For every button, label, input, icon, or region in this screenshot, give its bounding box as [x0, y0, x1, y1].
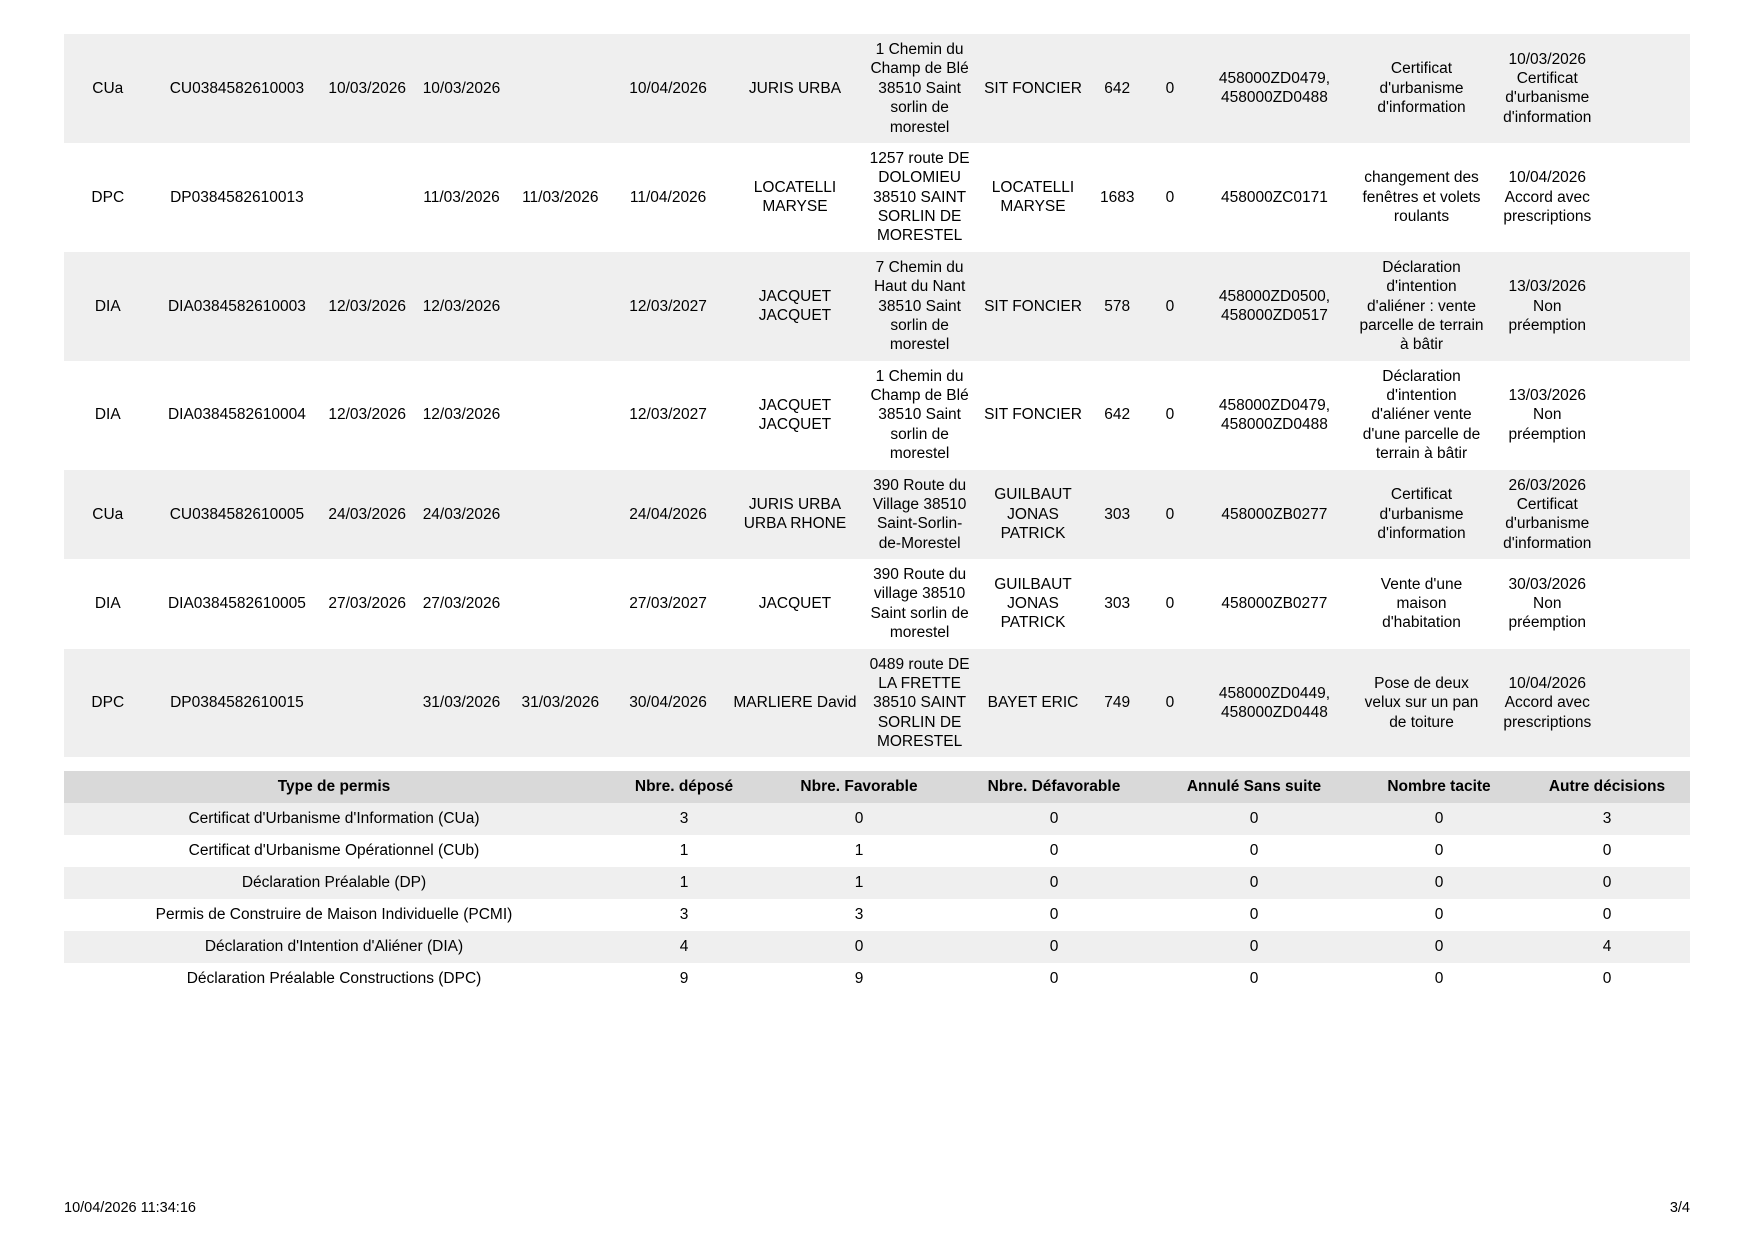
cell-demandeur: JURIS URBA [726, 34, 863, 143]
summary-row [64, 963, 1690, 995]
summary-defavorable: 0 [954, 963, 1154, 995]
cell-adresse: 1 Chemin du Champ de Blé 38510 Saint sorlin de morestel [863, 34, 975, 143]
cell-surface: 749 [1090, 649, 1144, 758]
cell-numero: DIA0384582610003 [152, 252, 323, 361]
cell-date1: 12/03/2026 [322, 252, 412, 361]
cell-nb: 0 [1144, 252, 1196, 361]
cell-adresse: 1 Chemin du Champ de Blé 38510 Saint sorlin de morestel [863, 361, 975, 470]
summary-label: Déclaration Préalable (DP) [64, 867, 604, 899]
cell-date1: 27/03/2026 [322, 559, 412, 649]
summary-col-type: Type de permis [64, 771, 604, 803]
summary-defavorable: 0 [954, 835, 1154, 867]
summary-tacite: 0 [1354, 899, 1524, 931]
cell-date2: 24/03/2026 [412, 470, 511, 560]
cell-extra-2 [1647, 143, 1690, 252]
cell-date3 [511, 361, 610, 470]
summary-annule: 0 [1154, 963, 1354, 995]
summary-col-autre: Autre décisions [1524, 771, 1690, 803]
cell-decision: 13/03/2026 Non préemption [1490, 361, 1605, 470]
cell-type: CUa [64, 34, 152, 143]
summary-autre: 3 [1524, 803, 1690, 835]
cell-decision: 30/03/2026 Non préemption [1490, 559, 1605, 649]
cell-surface: 303 [1090, 559, 1144, 649]
cell-numero: DIA0384582610005 [152, 559, 323, 649]
cell-nb: 0 [1144, 143, 1196, 252]
summary-header-row [64, 771, 1690, 803]
cell-date3 [511, 34, 610, 143]
summary-annule: 0 [1154, 931, 1354, 963]
cell-extra-2 [1647, 252, 1690, 361]
summary-defavorable: 0 [954, 931, 1154, 963]
cell-date3 [511, 559, 610, 649]
permits-records-table [64, 34, 1690, 757]
summary-depose: 3 [604, 803, 764, 835]
summary-depose: 3 [604, 899, 764, 931]
summary-tacite: 0 [1354, 867, 1524, 899]
summary-label: Certificat d'Urbanisme d'Information (CUa) [64, 803, 604, 835]
cell-nb: 0 [1144, 559, 1196, 649]
cell-adresse: 390 Route du Village 38510 Saint-Sorlin-de-Morestel [863, 470, 975, 560]
cell-numero: DIA0384582610004 [152, 361, 323, 470]
cell-type: DPC [64, 143, 152, 252]
cell-objet: Certificat d'urbanisme d'information [1353, 34, 1490, 143]
summary-col-annule: Annulé Sans suite [1154, 771, 1354, 803]
cell-date1: 10/03/2026 [322, 34, 412, 143]
cell-date2: 11/03/2026 [412, 143, 511, 252]
summary-defavorable: 0 [954, 803, 1154, 835]
cell-type: DPC [64, 649, 152, 758]
cell-adresse: 1257 route DE DOLOMIEU 38510 SAINT SORLIN DE MORESTEL [863, 143, 975, 252]
cell-decision: 26/03/2026 Certificat d'urbanisme d'information [1490, 470, 1605, 560]
cell-decision: 10/03/2026 Certificat d'urbanisme d'information [1490, 34, 1605, 143]
cell-adresse: 0489 route DE LA FRETTE 38510 SAINT SORLIN DE MORESTEL [863, 649, 975, 758]
cell-date3: 31/03/2026 [511, 649, 610, 758]
cell-date1 [322, 649, 412, 758]
cell-parcelles: 458000ZC0171 [1196, 143, 1353, 252]
summary-autre: 0 [1524, 963, 1690, 995]
cell-proprietaire: GUILBAUT JONAS PATRICK [976, 559, 1091, 649]
cell-type: DIA [64, 252, 152, 361]
cell-date2: 12/03/2026 [412, 361, 511, 470]
records-body [64, 34, 1690, 757]
summary-favorable: 0 [764, 931, 954, 963]
cell-date2: 31/03/2026 [412, 649, 511, 758]
summary-header [64, 771, 1690, 803]
cell-objet: Certificat d'urbanisme d'information [1353, 470, 1490, 560]
cell-proprietaire: SIT FONCIER [976, 252, 1091, 361]
cell-extra-2 [1647, 559, 1690, 649]
summary-defavorable: 0 [954, 867, 1154, 899]
cell-date2: 12/03/2026 [412, 252, 511, 361]
cell-proprietaire: SIT FONCIER [976, 34, 1091, 143]
summary-autre: 4 [1524, 931, 1690, 963]
cell-extra-1 [1605, 34, 1648, 143]
footer-page-number: 3/4 [1669, 1200, 1690, 1216]
cell-objet: Pose de deux velux sur un pan de toiture [1353, 649, 1490, 758]
cell-surface: 642 [1090, 34, 1144, 143]
summary-row [64, 931, 1690, 963]
table-row [64, 470, 1690, 560]
cell-parcelles: 458000ZD0449, 458000ZD0448 [1196, 649, 1353, 758]
cell-objet: Déclaration d'intention d'aliéner : vente parcelle de terrain à bâtir [1353, 252, 1490, 361]
cell-numero: CU0384582610005 [152, 470, 323, 560]
cell-extra-1 [1605, 470, 1648, 560]
cell-demandeur: LOCATELLI MARYSE [726, 143, 863, 252]
table-row [64, 361, 1690, 470]
summary-row [64, 867, 1690, 899]
cell-parcelles: 458000ZB0277 [1196, 559, 1353, 649]
cell-surface: 642 [1090, 361, 1144, 470]
cell-extra-2 [1647, 34, 1690, 143]
summary-label: Certificat d'Urbanisme Opérationnel (CUb) [64, 835, 604, 867]
summary-tacite: 0 [1354, 803, 1524, 835]
summary-row [64, 835, 1690, 867]
table-row [64, 559, 1690, 649]
summary-annule: 0 [1154, 835, 1354, 867]
footer-timestamp: 10/04/2026 11:34:16 [64, 1200, 196, 1216]
cell-nb: 0 [1144, 361, 1196, 470]
cell-adresse: 390 Route du village 38510 Saint sorlin de morestel [863, 559, 975, 649]
cell-demandeur: JACQUET JACQUET [726, 252, 863, 361]
cell-date2: 27/03/2026 [412, 559, 511, 649]
summary-row [64, 899, 1690, 931]
cell-surface: 303 [1090, 470, 1144, 560]
cell-demandeur: MARLIERE David [726, 649, 863, 758]
page-footer [64, 1200, 1690, 1216]
cell-extra-2 [1647, 649, 1690, 758]
summary-col-tacite: Nombre tacite [1354, 771, 1524, 803]
cell-decision: 13/03/2026 Non préemption [1490, 252, 1605, 361]
cell-nb: 0 [1144, 470, 1196, 560]
summary-autre: 0 [1524, 867, 1690, 899]
cell-date2: 10/03/2026 [412, 34, 511, 143]
cell-parcelles: 458000ZB0277 [1196, 470, 1353, 560]
cell-proprietaire: SIT FONCIER [976, 361, 1091, 470]
cell-date4: 11/04/2026 [610, 143, 727, 252]
cell-type: CUa [64, 470, 152, 560]
summary-defavorable: 0 [954, 899, 1154, 931]
cell-demandeur: JACQUET JACQUET [726, 361, 863, 470]
cell-date4: 12/03/2027 [610, 361, 727, 470]
cell-numero: CU0384582610003 [152, 34, 323, 143]
summary-tacite: 0 [1354, 835, 1524, 867]
summary-autre: 0 [1524, 899, 1690, 931]
summary-label: Déclaration Préalable Constructions (DPC) [64, 963, 604, 995]
table-row [64, 252, 1690, 361]
summary-favorable: 0 [764, 803, 954, 835]
cell-parcelles: 458000ZD0500, 458000ZD0517 [1196, 252, 1353, 361]
cell-extra-2 [1647, 470, 1690, 560]
cell-date3 [511, 252, 610, 361]
cell-extra-1 [1605, 252, 1648, 361]
cell-demandeur: JACQUET [726, 559, 863, 649]
cell-decision: 10/04/2026 Accord avec prescriptions [1490, 649, 1605, 758]
summary-annule: 0 [1154, 867, 1354, 899]
summary-col-defavorable: Nbre. Défavorable [954, 771, 1154, 803]
cell-date3: 11/03/2026 [511, 143, 610, 252]
summary-label: Permis de Construire de Maison Individuelle (PCMI) [64, 899, 604, 931]
cell-date1: 12/03/2026 [322, 361, 412, 470]
cell-decision: 10/04/2026 Accord avec prescriptions [1490, 143, 1605, 252]
cell-numero: DP0384582610015 [152, 649, 323, 758]
summary-favorable: 3 [764, 899, 954, 931]
summary-depose: 1 [604, 867, 764, 899]
summary-favorable: 9 [764, 963, 954, 995]
cell-demandeur: JURIS URBA URBA RHONE [726, 470, 863, 560]
summary-annule: 0 [1154, 899, 1354, 931]
cell-objet: Déclaration d'intention d'aliéner vente d'une parcelle de terrain à bâtir [1353, 361, 1490, 470]
cell-parcelles: 458000ZD0479, 458000ZD0488 [1196, 361, 1353, 470]
cell-parcelles: 458000ZD0479, 458000ZD0488 [1196, 34, 1353, 143]
summary-depose: 9 [604, 963, 764, 995]
cell-extra-1 [1605, 143, 1648, 252]
cell-date4: 24/04/2026 [610, 470, 727, 560]
summary-autre: 0 [1524, 835, 1690, 867]
summary-depose: 1 [604, 835, 764, 867]
summary-tacite: 0 [1354, 963, 1524, 995]
summary-body [64, 803, 1690, 995]
summary-tacite: 0 [1354, 931, 1524, 963]
cell-nb: 0 [1144, 649, 1196, 758]
summary-label: Déclaration d'Intention d'Aliéner (DIA) [64, 931, 604, 963]
cell-nb: 0 [1144, 34, 1196, 143]
cell-date4: 30/04/2026 [610, 649, 727, 758]
summary-annule: 0 [1154, 803, 1354, 835]
cell-numero: DP0384582610013 [152, 143, 323, 252]
cell-extra-1 [1605, 649, 1648, 758]
cell-date4: 10/04/2026 [610, 34, 727, 143]
cell-surface: 578 [1090, 252, 1144, 361]
table-row [64, 143, 1690, 252]
table-row [64, 649, 1690, 758]
table-row [64, 34, 1690, 143]
cell-proprietaire: GUILBAUT JONAS PATRICK [976, 470, 1091, 560]
cell-surface: 1683 [1090, 143, 1144, 252]
cell-type: DIA [64, 559, 152, 649]
cell-date1 [322, 143, 412, 252]
cell-type: DIA [64, 361, 152, 470]
cell-proprietaire: BAYET ERIC [976, 649, 1091, 758]
cell-date3 [511, 470, 610, 560]
cell-objet: Vente d'une maison d'habitation [1353, 559, 1490, 649]
summary-table [64, 771, 1690, 995]
cell-date4: 12/03/2027 [610, 252, 727, 361]
cell-extra-1 [1605, 559, 1648, 649]
cell-adresse: 7 Chemin du Haut du Nant 38510 Saint sorlin de morestel [863, 252, 975, 361]
cell-date4: 27/03/2027 [610, 559, 727, 649]
summary-col-depose: Nbre. déposé [604, 771, 764, 803]
summary-row [64, 803, 1690, 835]
cell-proprietaire: LOCATELLI MARYSE [976, 143, 1091, 252]
summary-depose: 4 [604, 931, 764, 963]
cell-extra-1 [1605, 361, 1648, 470]
cell-objet: changement des fenêtres et volets roulants [1353, 143, 1490, 252]
summary-favorable: 1 [764, 835, 954, 867]
summary-favorable: 1 [764, 867, 954, 899]
cell-extra-2 [1647, 361, 1690, 470]
cell-date1: 24/03/2026 [322, 470, 412, 560]
summary-col-favorable: Nbre. Favorable [764, 771, 954, 803]
